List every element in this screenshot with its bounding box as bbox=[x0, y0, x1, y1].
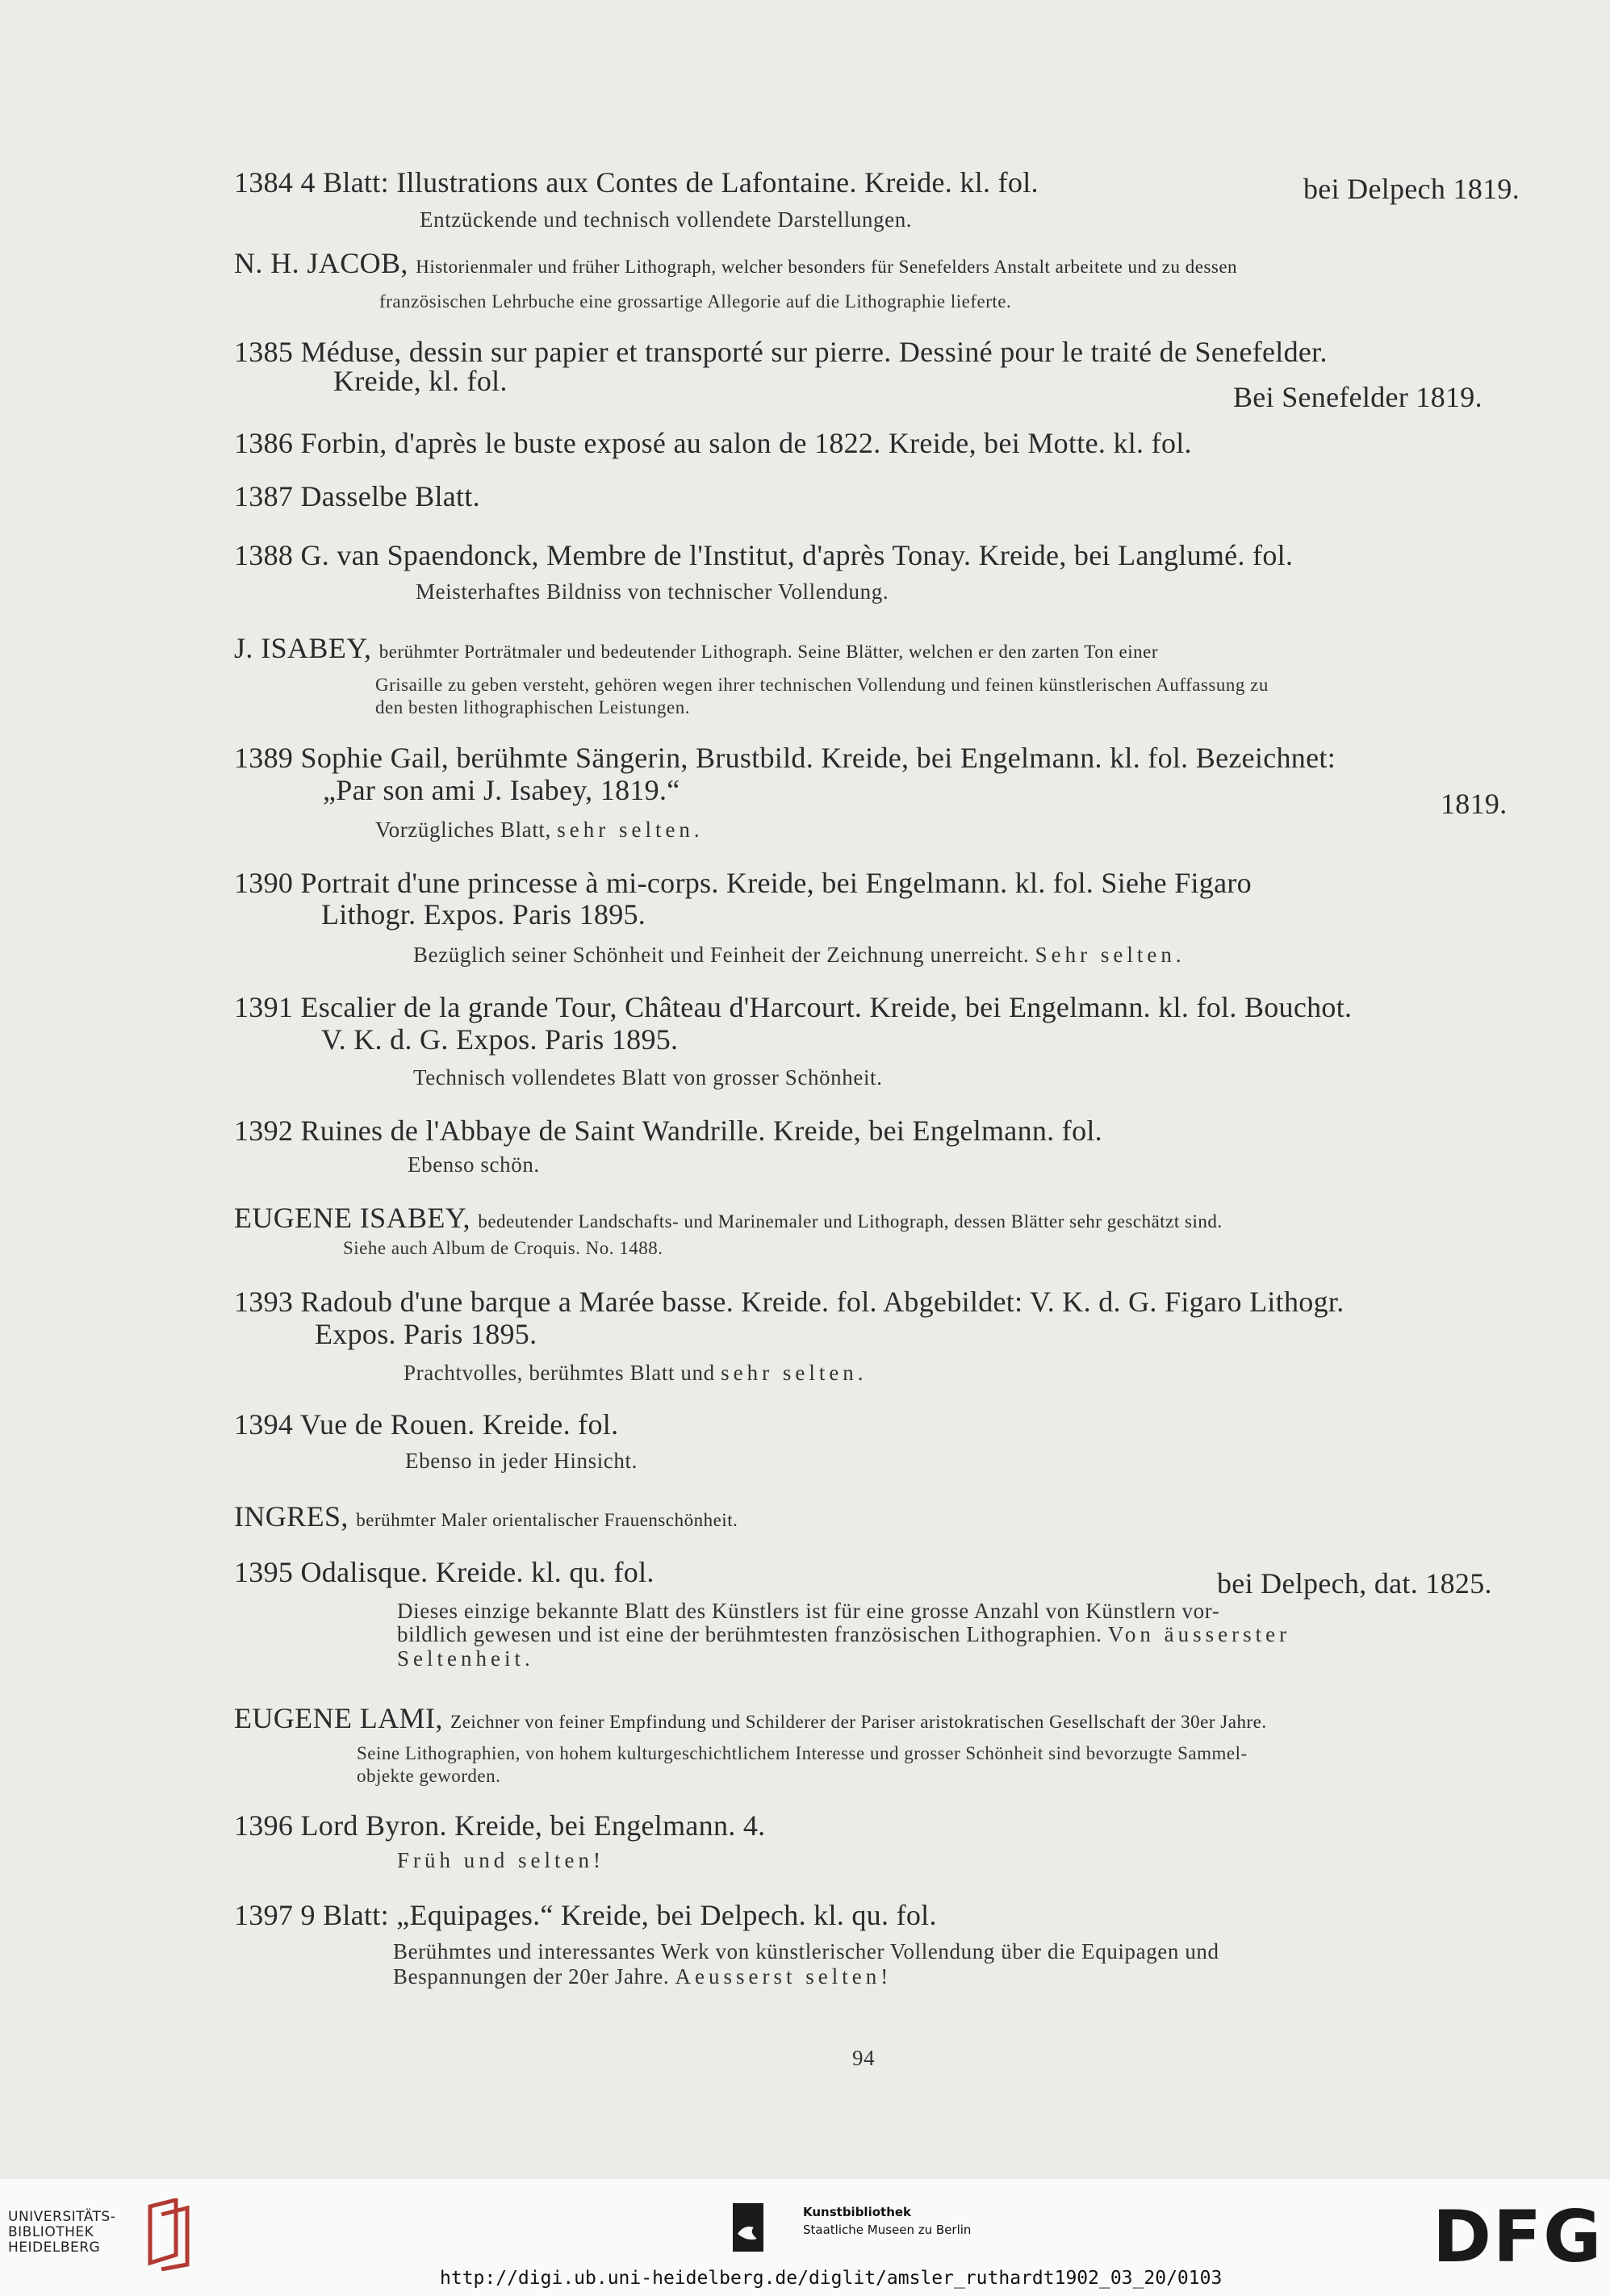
artist-heading-j-isabey bbox=[234, 631, 1158, 665]
desc-text: Bespannungen der 20er Jahre. bbox=[393, 1964, 675, 1989]
artist-name: N. H. JACOB, bbox=[234, 247, 408, 279]
entry-1395-line: 1395 Odalisque. Kreide. kl. qu. fol. bbox=[234, 1556, 654, 1588]
uni-line-1: UNIVERSITÄTS- bbox=[8, 2209, 116, 2225]
entry-1386-line: 1386 Forbin, d'après le buste exposé au salon de 1822. Kreide, bei Motte. kl. fol. bbox=[234, 427, 1192, 459]
page-number: 94 bbox=[852, 2046, 876, 2070]
artist-bio: bedeutender Landschafts- und Marinemaler und Lithograph, dessen Blätter sehr geschätzt sind. bbox=[478, 1211, 1223, 1232]
entry-1389-line2: „Par son ami J. Isabey, 1819.“ bbox=[323, 774, 680, 806]
entry-1394-line: 1394 Vue de Rouen. Kreide. fol. bbox=[234, 1408, 619, 1441]
artist-name: INGRES, bbox=[234, 1500, 349, 1533]
entry-1388-line: 1388 G. van Spaendonck, Membre de l'Institut, d'après Tonay. Kreide, bei Langlumé. fol. bbox=[234, 539, 1294, 571]
artist-name: EUGENE LAMI, bbox=[234, 1702, 443, 1734]
entry-1395-desc-1: Dieses einzige bekannte Blatt des Künstlers ist für eine grosse Anzahl von Künstlern vor- bbox=[397, 1599, 1220, 1623]
entry-1389-line: 1389 Sophie Gail, berühmte Sängerin, Brustbild. Kreide, bei Engelmann. kl. fol. Bezeichnet: bbox=[234, 742, 1336, 774]
entry-1391-line: 1391 Escalier de la grande Tour, Château d'Harcourt. Kreide, bei Engelmann. kl. fol. Bouchot. bbox=[234, 991, 1353, 1023]
entry-1397-desc-2 bbox=[393, 1964, 892, 1989]
artist-name: J. ISABEY, bbox=[234, 632, 372, 664]
note-emphasis: sehr selten. bbox=[557, 818, 704, 842]
entry-1396-note: Früh und selten! bbox=[397, 1848, 604, 1872]
entry-1384-right: bei Delpech 1819. bbox=[1303, 173, 1520, 205]
entry-1385-line2: Kreide, kl. fol. bbox=[333, 365, 508, 397]
entry-1395-right: bei Delpech, dat. 1825. bbox=[1217, 1567, 1492, 1600]
entry-1395-desc-3: Seltenheit. bbox=[397, 1646, 534, 1671]
artist-bio-line3: den besten lithographischen Leistungen. bbox=[375, 697, 690, 717]
artist-bio: berühmter Porträtmaler und bedeutender Lithograph. Seine Blätter, welchen er den zarten Ton einer bbox=[378, 642, 1158, 662]
desc-emphasis: Von äusserster bbox=[1107, 1622, 1291, 1646]
entry-1387-line: 1387 Dasselbe Blatt. bbox=[234, 480, 480, 512]
note-emphasis: Sehr selten. bbox=[1035, 943, 1186, 967]
heidelberg-library-logo-icon bbox=[144, 2198, 194, 2271]
entry-1391-line2: V. K. d. G. Expos. Paris 1895. bbox=[321, 1023, 679, 1056]
footer-bar bbox=[0, 2179, 1610, 2296]
artist-bio-line2: Siehe auch Album de Croquis. No. 1488. bbox=[343, 1238, 663, 1258]
entry-1389-right: 1819. bbox=[1441, 788, 1508, 820]
entry-1395-desc-2 bbox=[397, 1622, 1290, 1647]
uni-line-3: HEIDELBERG bbox=[8, 2240, 101, 2256]
entry-1385-line: 1385 Méduse, dessin sur papier et transporté sur pierre. Dessiné pour le traité de Senefelder. bbox=[234, 336, 1328, 368]
desc-text: bildlich gewesen und ist eine der berühmtesten französischen Lithographien. bbox=[397, 1622, 1108, 1646]
artist-bio-line2: Seine Lithographien, von hohem kulturgeschichtlichem Interesse und grosser Schönheit sind bevorzugte Sammel- bbox=[357, 1743, 1248, 1763]
artist-heading-eugene-lami bbox=[234, 1701, 1267, 1735]
artist-bio: Zeichner von feiner Empfindung und Schilderer der Pariser aristokratischen Gesellschaft der 30er Jahre. bbox=[450, 1712, 1267, 1732]
entry-1396-line: 1396 Lord Byron. Kreide, bei Engelmann. 4. bbox=[234, 1809, 766, 1842]
entry-1384-line: 1384 4 Blatt: Illustrations aux Contes de Lafontaine. Kreide. kl. fol. bbox=[234, 166, 1039, 199]
desc-emphasis: Aeusserst selten! bbox=[675, 1964, 893, 1989]
artist-heading-eugene-isabey bbox=[234, 1201, 1223, 1235]
entry-1385-right: Bei Senefelder 1819. bbox=[1233, 381, 1482, 413]
artist-bio-line3: objekte geworden. bbox=[357, 1766, 501, 1786]
entry-1397-desc-1: Berühmtes und interessantes Werk von künstlerischer Vollendung über die Equipagen und bbox=[393, 1939, 1219, 1964]
entry-1389-note bbox=[375, 818, 704, 843]
kb-line-1: Kunstbibliothek bbox=[803, 2205, 912, 2219]
entry-1390-line2: Lithogr. Expos. Paris 1895. bbox=[321, 898, 646, 931]
artist-name: EUGENE ISABEY, bbox=[234, 1202, 470, 1234]
note-text: Prachtvolles, berühmtes Blatt und bbox=[404, 1361, 721, 1385]
entry-1392-note: Ebenso schön. bbox=[408, 1152, 540, 1177]
artist-bio: berühmter Maler orientalischer Frauenschönheit. bbox=[356, 1510, 738, 1530]
entry-1393-line: 1393 Radoub d'une barque a Marée basse. Kreide. fol. Abgebildet: V. K. d. G. Figaro Lithogr. bbox=[234, 1286, 1344, 1318]
kb-line-2: Staatliche Museen zu Berlin bbox=[803, 2223, 972, 2237]
kunstbibliothek-logo-icon bbox=[733, 2203, 763, 2252]
note-text: Vorzügliches Blatt, bbox=[375, 818, 558, 842]
kunstbibliothek-logo-text bbox=[803, 2203, 971, 2239]
source-url[interactable]: http://digi.ub.uni-heidelberg.de/diglit/amsler_ruthardt1902_03_20/0103 bbox=[440, 2268, 1223, 2289]
entry-1394-note: Ebenso in jeder Hinsicht. bbox=[405, 1449, 638, 1473]
note-emphasis: sehr selten. bbox=[721, 1361, 868, 1385]
dfg-logo: DFG bbox=[1432, 2195, 1604, 2278]
uni-line-2: BIBLIOTHEK bbox=[8, 2224, 94, 2240]
artist-heading-ingres bbox=[234, 1499, 738, 1533]
note-text: Bezüglich seiner Schönheit und Feinheit der Zeichnung unerreicht. bbox=[413, 943, 1035, 967]
artist-bio-line2: französischen Lehrbuche eine grossartige Allegorie auf die Lithographie lieferte. bbox=[379, 291, 1012, 312]
entry-1390-line: 1390 Portrait d'une princesse à mi-corps. Kreide, bei Engelmann. kl. fol. Siehe Figaro bbox=[234, 867, 1252, 899]
artist-heading-jacob bbox=[234, 246, 1237, 280]
entry-1397-line: 1397 9 Blatt: „Equipages.“ Kreide, bei Delpech. kl. qu. fol. bbox=[234, 1899, 937, 1931]
entry-1388-note: Meisterhaftes Bildniss von technischer Vollendung. bbox=[416, 579, 889, 604]
artist-bio-line2: Grisaille zu geben versteht, gehören wegen ihrer technischen Vollendung und feinen künstlerischen Auffassung zu bbox=[375, 675, 1269, 695]
artist-bio: Historienmaler und früher Lithograph, welcher besonders für Senefelders Anstalt arbeitete und zu dessen bbox=[416, 257, 1238, 277]
entry-1393-line2: Expos. Paris 1895. bbox=[315, 1318, 537, 1350]
entry-1393-note bbox=[404, 1361, 868, 1386]
entry-1390-note bbox=[413, 943, 1186, 968]
entry-1384-note: Entzückende und technisch vollendete Darstellungen. bbox=[420, 207, 913, 232]
entry-1391-note: Technisch vollendetes Blatt von grosser Schönheit. bbox=[413, 1065, 883, 1089]
heidelberg-library-logo-text bbox=[8, 2210, 115, 2256]
entry-1392-line: 1392 Ruines de l'Abbaye de Saint Wandrille. Kreide, bei Engelmann. fol. bbox=[234, 1115, 1102, 1147]
